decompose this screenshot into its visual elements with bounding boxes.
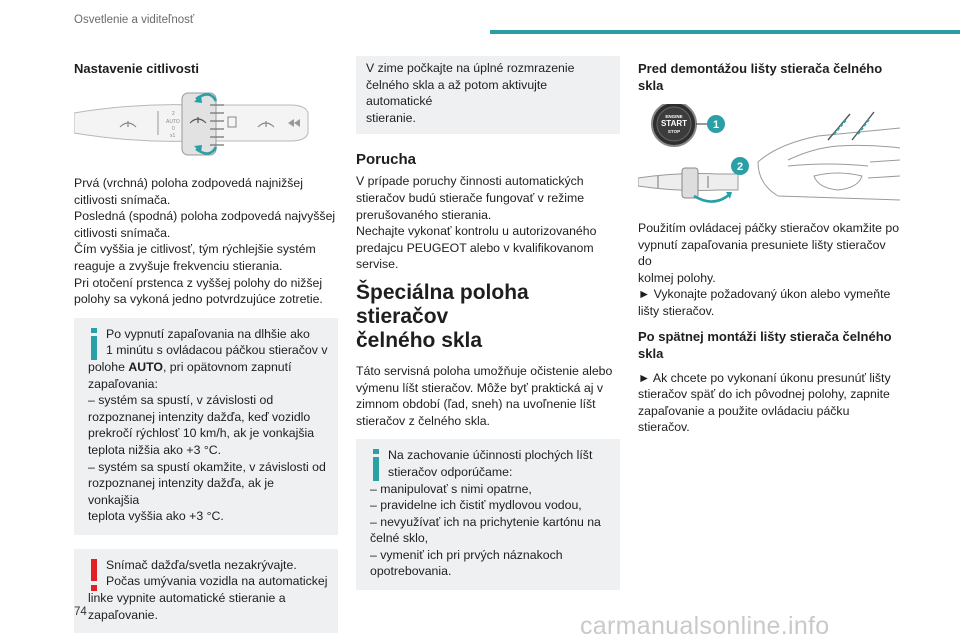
paragraph-line: vypnutí zapaľovania presuniete lišty stieračov do xyxy=(638,237,886,269)
info-line: 1 minútu s ovládacou páčkou stieračov v xyxy=(106,343,328,358)
header-title: Osvetlenie a viditeľnosť xyxy=(74,14,195,26)
paragraph-line: Pri otočení prstenca z vyššej polohy do nižšej xyxy=(74,275,323,290)
paragraph-line: predajcu PEUGEOT alebo v kvalifikovanom xyxy=(356,240,594,255)
paragraph-line: stieračov budú stierače fungovať v režime xyxy=(356,190,585,205)
paragraph-line: Nechajte vykonať kontrolu u autorizovaného xyxy=(356,224,597,239)
paragraph-line: ► Vykonajte požadovaný úkon alebo vymeňte xyxy=(638,287,891,302)
svg-text:STOP: STOP xyxy=(667,129,681,134)
note-line: stieranie. xyxy=(366,110,416,125)
paragraph-line: servise. xyxy=(356,257,399,272)
info-line: teplota vyššia ako +3 °C. xyxy=(88,509,224,524)
paragraph-line: Použitím ovládacej páčky stieračov okamžite po xyxy=(638,221,900,235)
info-icon xyxy=(369,449,383,481)
svg-text:START: START xyxy=(660,119,688,128)
paragraph-line: ► Ak chcete po vykonaní úkonu presunúť lišty xyxy=(638,370,891,385)
info-line-auto: polohe AUTO, pri opätovnom zapnutí xyxy=(88,359,292,374)
warning-line: linke vypnite automatické stieranie a xyxy=(88,591,286,606)
note-line: čelného skla a až potom aktivujte automatické xyxy=(366,77,548,109)
watermark: carmanualsonline.info xyxy=(580,612,830,640)
paragraph-line: lišty stieračov. xyxy=(638,303,715,318)
info-line: – pravidelne ich čistiť mydlovou vodou, xyxy=(370,498,582,513)
note-box-winter xyxy=(356,56,620,134)
info-line: teplota nižšia ako +3 °C. xyxy=(88,442,222,457)
stalk-label-x1: x1 xyxy=(170,133,176,139)
paragraph-line: Čím vyššia je citlivosť, tým rýchlejšie systém xyxy=(74,242,316,257)
info-line: Po vypnutí zapaľovania na dlhšie ako xyxy=(106,326,310,341)
section-heading-special-position-2: čelného skla xyxy=(356,328,483,352)
info-line: Na zachovanie účinnosti plochých líšt xyxy=(388,448,593,463)
note-line: V zime počkajte na úplné rozmrazenie xyxy=(366,61,575,75)
warning-line: zapaľovanie. xyxy=(88,607,158,622)
info-box-auto xyxy=(74,318,338,535)
info-line: – systém sa spustí, v závislosti od xyxy=(88,393,274,408)
header-accent-bar xyxy=(490,30,960,34)
paragraph-line: Táto servisná poloha umožňuje očistenie alebo xyxy=(356,363,613,378)
info-line: čelné sklo, xyxy=(370,531,429,546)
info-line: zapaľovania: xyxy=(88,376,158,391)
info-line: – manipulovať s nimi opatrne, xyxy=(370,481,532,496)
column-right xyxy=(638,56,902,436)
info-line: rozpoznanej intenzity dažďa, ak je vonkajšia xyxy=(88,476,274,507)
paragraph-line: stieračov späť do ich pôvodnej polohy, zapnite xyxy=(638,387,890,402)
paragraph-line: Prvá (vrchná) poloha zodpovedá najnižšej xyxy=(74,176,303,190)
info-box-wiper-care xyxy=(356,439,620,590)
paragraph-line: kolmej polohy. xyxy=(638,270,716,285)
paragraph-line: citlivosti snímača. xyxy=(74,225,171,240)
stalk-label-auto: AUTO xyxy=(166,119,180,125)
column-left xyxy=(74,56,338,633)
paragraph-line: Posledná (spodná) poloha zodpovedá najvyššej xyxy=(74,209,336,224)
section-heading-sensitivity: Nastavenie citlivosti xyxy=(74,61,199,76)
paragraph-line: polohy sa vykoná jedno potvrdzujúce zotretie. xyxy=(74,292,323,307)
info-icon xyxy=(87,328,101,360)
info-line: – nevyužívať ich na prichytenie kartónu na xyxy=(370,514,601,529)
warning-line: Počas umývania vozidla na automatickej xyxy=(106,574,328,589)
paragraph-line: zapaľovanie a použite ovládaciu páčku stieračov. xyxy=(638,403,850,435)
info-line: stieračov odporúčame: xyxy=(388,464,513,479)
page-number: 74 xyxy=(74,606,87,618)
svg-text:1: 1 xyxy=(712,119,720,131)
auto-label: AUTO xyxy=(128,359,163,374)
service-position-figure xyxy=(638,104,902,212)
stalk-label-2: 2 xyxy=(172,111,175,117)
paragraph-line: výmenu líšt stieračov. Môže byť praktická aj v xyxy=(356,380,603,395)
warning-line: Snímač dažďa/svetla nezakrývajte. xyxy=(106,557,297,572)
section-heading-special-position: Špeciálna poloha stieračov xyxy=(356,280,529,328)
stalk-label-0: 0 xyxy=(172,126,175,132)
info-line: rozpoznanej intenzity dažďa, keď vozidlo xyxy=(88,409,311,424)
info-line: – systém sa spustí okamžite, v závislosti od xyxy=(88,459,326,474)
info-line: opotrebovania. xyxy=(370,564,452,579)
paragraph-line: stieračov z čelného skla. xyxy=(356,413,490,428)
callout-2 xyxy=(731,157,749,175)
svg-text:ENGINE: ENGINE xyxy=(665,114,683,119)
wiper-stalk-illustration xyxy=(638,168,738,202)
section-heading-after-refit: Po spätnej montáži lišty stierača čelného skla xyxy=(638,328,892,361)
warning-icon xyxy=(90,559,98,591)
wiper-stalk-figure xyxy=(74,89,338,161)
section-heading-before-removal: Pred demontážou lišty stierača čelného skla xyxy=(638,61,883,93)
paragraph-line: reaguje a zvyšuje frekvenciu stierania. xyxy=(74,258,283,273)
paragraph-line: V prípade poruchy činnosti automatických xyxy=(356,174,584,189)
info-line: – vymeniť ich pri prvých náznakoch xyxy=(370,547,563,562)
column-middle xyxy=(356,56,620,590)
callout-1 xyxy=(707,115,725,133)
info-line: prekročí rýchlosť 10 km/h, ak je vonkajšia xyxy=(88,426,315,441)
paragraph-line: prerušovaného stierania. xyxy=(356,207,492,222)
section-heading-fault: Porucha xyxy=(356,151,417,169)
engine-start-stop-button xyxy=(652,104,696,146)
svg-text:2: 2 xyxy=(736,161,744,173)
warning-box-sensor xyxy=(74,549,338,633)
paragraph-line: citlivosti snímača. xyxy=(74,192,171,207)
paragraph-line: zimnom období (ľad, sneh) na uvoľnenie líšt xyxy=(356,397,596,412)
wiper-blades-raised xyxy=(828,112,874,140)
